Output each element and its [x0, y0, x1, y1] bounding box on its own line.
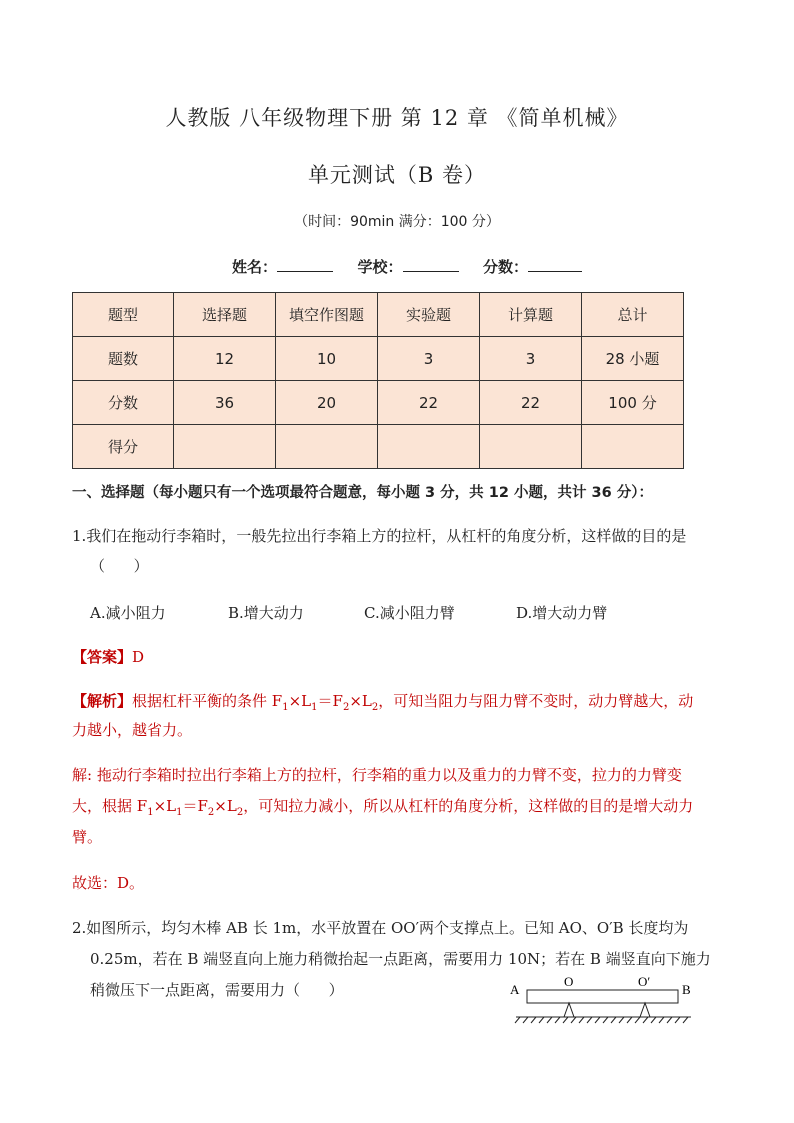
conclusion-line: 故选：D。	[72, 874, 145, 892]
name-label: 姓名：	[232, 258, 278, 276]
label-a: A	[510, 982, 520, 997]
subscript: 1	[176, 807, 183, 818]
table-cell: 22	[378, 381, 480, 425]
table-cell: 题数	[73, 337, 174, 381]
table-cell: 选择题	[174, 293, 276, 337]
subscript: 1	[311, 702, 318, 713]
subscript: 1	[147, 807, 154, 818]
table-cell: 分数	[73, 381, 174, 425]
question-1-paren: （ ）	[90, 557, 149, 575]
table-cell: 22	[480, 381, 582, 425]
name-blank[interactable]	[277, 257, 333, 272]
analysis-line-2: 力越小，越省力。	[72, 721, 193, 739]
question-2-line-2: 0.25m，若在 B 端竖直向上施力稍微抬起一点距离，需要用力 10N；若在 B 端竖直向下施力	[90, 950, 711, 968]
table-cell: 得分	[73, 425, 174, 469]
table-cell: 总计	[582, 293, 684, 337]
table-cell: 题型	[73, 293, 174, 337]
score-entry-cell[interactable]	[582, 425, 684, 469]
solution-line-3: 臂。	[72, 828, 103, 846]
student-info-line	[232, 256, 582, 277]
school-label: 学校：	[357, 258, 403, 276]
score-label: 分数：	[482, 258, 528, 276]
table-cell: 36	[174, 381, 276, 425]
score-blank[interactable]	[528, 257, 582, 272]
label-b: B	[682, 982, 691, 997]
analysis-text: 根据杠杆平衡的条件 F	[132, 692, 283, 710]
support-o	[564, 1003, 574, 1017]
table-cell: 28 小题	[582, 337, 684, 381]
analysis-text-cont: ，可知当阻力与阻力臂不变时，动力臂越大，动	[378, 692, 694, 710]
subscript: 2	[236, 807, 244, 818]
symbol-L: L	[166, 797, 177, 815]
wooden-rod	[527, 990, 678, 1003]
symbol-L: L	[226, 797, 237, 815]
lever-figure	[506, 970, 706, 1030]
section-heading: 一、选择题（每小题只有一个选项最符合题意，每小题 3 分，共 12 小题，共计 36 分）：	[72, 485, 653, 501]
solution-text-cont: ，可知拉力减小，所以从杠杆的角度分析，这样做的目的是增大动力	[243, 797, 694, 815]
table-cell: 20	[276, 381, 378, 425]
subscript: 2	[371, 702, 379, 713]
option-c[interactable]: C.减小阻力臂	[364, 604, 455, 622]
lever-diagram	[506, 970, 706, 1030]
document-subtitle: 单元测试（B 卷）	[307, 163, 487, 187]
table-row	[73, 425, 684, 469]
times-sign: ×	[288, 692, 302, 710]
table-cell: 填空作图题	[276, 293, 378, 337]
symbol-L: L	[301, 692, 312, 710]
answer-value: D	[132, 648, 145, 666]
label-o: O	[564, 974, 574, 989]
answer-line	[72, 647, 144, 667]
solution-text: 大，根据 F	[72, 797, 148, 815]
question-1-stem: 1.我们在拖动行李箱时，一般先拉出行李箱上方的拉杆，从杠杆的角度分析，这样做的目的是	[72, 527, 687, 545]
score-entry-cell[interactable]	[378, 425, 480, 469]
analysis-label: 【解析】	[72, 692, 133, 710]
school-blank[interactable]	[403, 257, 459, 272]
table-cell: 10	[276, 337, 378, 381]
table-row	[73, 293, 684, 337]
table-cell: 3	[480, 337, 582, 381]
score-entry-cell[interactable]	[480, 425, 582, 469]
table-row	[73, 337, 684, 381]
option-d[interactable]: D.增大动力臂	[516, 604, 608, 622]
times-sign: ×	[214, 797, 227, 815]
option-a[interactable]: A.减小阻力	[90, 604, 166, 622]
question-2-line-1: 2.如图所示，均匀木棒 AB 长 1m，水平放置在 OO′两个支撑点上。已知 AO、O′B 长度均为	[72, 919, 689, 937]
solution-line-2	[72, 796, 693, 823]
table-cell: 计算题	[480, 293, 582, 337]
subscript: 1	[282, 702, 289, 713]
equals-sign: ＝	[182, 797, 198, 815]
support-o-prime	[640, 1003, 650, 1017]
analysis-line-1	[72, 691, 693, 718]
equals-sign: ＝	[317, 692, 333, 710]
score-entry-cell[interactable]	[276, 425, 378, 469]
subscript: 2	[207, 807, 215, 818]
option-b[interactable]: B.增大动力	[228, 604, 304, 622]
document-title: 人教版 八年级物理下册 第 12 章 《简单机械》	[165, 106, 629, 130]
subscript: 2	[342, 702, 350, 713]
label-o-prime: O′	[638, 974, 651, 989]
symbol-F: F	[197, 797, 208, 815]
table-cell: 100 分	[582, 381, 684, 425]
symbol-L: L	[361, 692, 372, 710]
table-cell: 3	[378, 337, 480, 381]
ground-hatching	[515, 1017, 688, 1023]
exam-meta: （时间：90min 满分：100 分）	[294, 214, 500, 230]
score-table	[72, 292, 684, 469]
table-row	[73, 381, 684, 425]
times-sign: ×	[153, 797, 167, 815]
table-cell: 12	[174, 337, 276, 381]
times-sign: ×	[349, 692, 362, 710]
score-entry-cell[interactable]	[174, 425, 276, 469]
table-cell: 实验题	[378, 293, 480, 337]
solution-line-1: 解: 拖动行李箱时拉出行李箱上方的拉杆，行李箱的重力以及重力的力臂不变，拉力的力臂变	[72, 766, 682, 784]
answer-label: 【答案】	[72, 648, 133, 666]
symbol-F: F	[332, 692, 343, 710]
question-2-line-3: 稍微压下一点距离，需要用力（ ）	[90, 981, 344, 999]
